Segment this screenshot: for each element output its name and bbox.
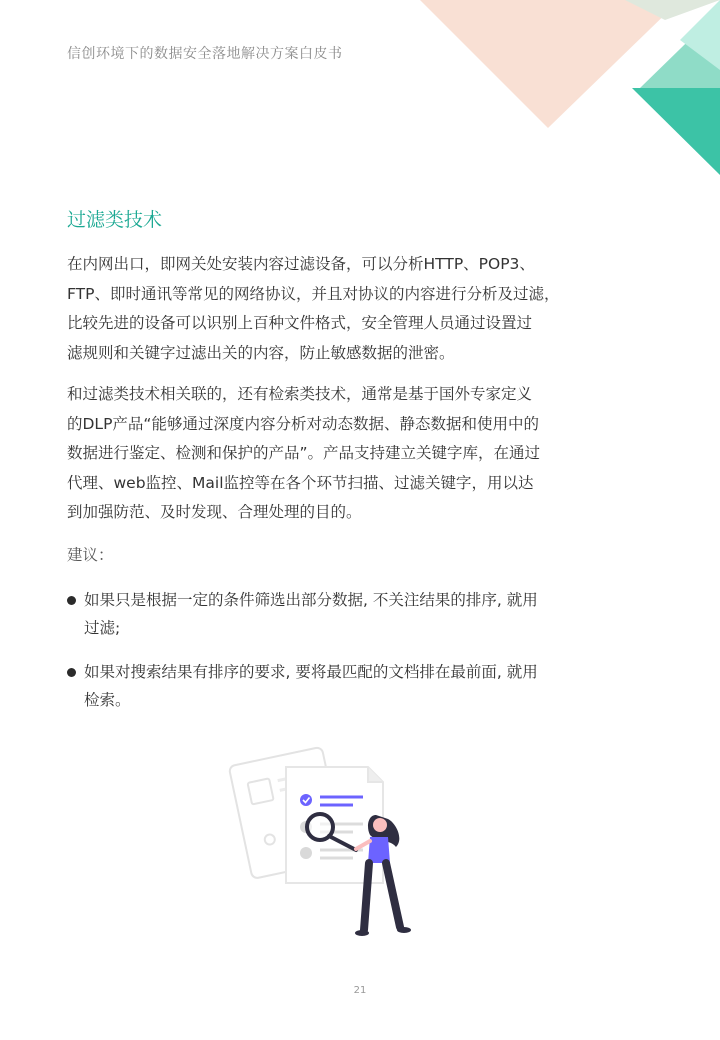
paragraph-line: 比较先进的设备可以识别上百种文件格式，安全管理人员通过设置过	[67, 314, 533, 332]
paragraph-1	[67, 250, 567, 368]
document-title: 信创环境下的数据安全落地解决方案白皮书	[67, 46, 343, 62]
search-document-illustration	[228, 735, 418, 940]
paragraph-2	[67, 380, 567, 528]
bullet-dot-icon	[67, 668, 76, 677]
paragraph-line: 代理、web监控、Mail监控等在各个环节扫描、过滤关键字，用以达	[67, 473, 534, 492]
section-heading: 过滤类技术	[67, 209, 163, 231]
paragraph-line: 和过滤类技术相关联的，还有检索类技术，通常是基于国外专家定义	[67, 385, 533, 403]
bullet-line: 如果对搜索结果有排序的要求, 要将最匹配的文档排在最前面, 就用	[84, 663, 538, 681]
page-number: 21	[353, 985, 367, 996]
paragraph-line: 数据进行鉴定、检测和保护的产品”。产品支持建立关键字库，在通过	[67, 444, 541, 462]
paragraph-line: FTP、即时通讯等常见的网络协议，并且对协议的内容进行分析及过滤，	[67, 284, 560, 303]
paragraph-line: 到加强防范、及时发现、合理处理的目的。	[67, 503, 362, 521]
header-decoration	[0, 0, 720, 200]
bullet-line: 如果只是根据一定的条件筛选出部分数据, 不关注结果的排序, 就用	[84, 591, 538, 609]
advice-label: 建议：	[67, 546, 114, 564]
paragraph-line: 的DLP产品“能够通过深度内容分析对动态数据、静态数据和使用中的	[67, 414, 539, 433]
paragraph-line: 在内网出口，即网关处安装内容过滤设备，可以分析HTTP、POP3、	[67, 255, 535, 273]
paragraph-line: 滤规则和关键字过滤出关的内容，防止敏感数据的泄密。	[67, 343, 455, 362]
bullet-dot-icon	[67, 596, 76, 605]
peach-triangle	[420, 0, 680, 128]
bullet-line: 过滤;	[84, 619, 121, 637]
bullet-line: 检索。	[84, 691, 131, 709]
teal-triangle	[632, 88, 720, 175]
check-icon	[300, 794, 312, 806]
